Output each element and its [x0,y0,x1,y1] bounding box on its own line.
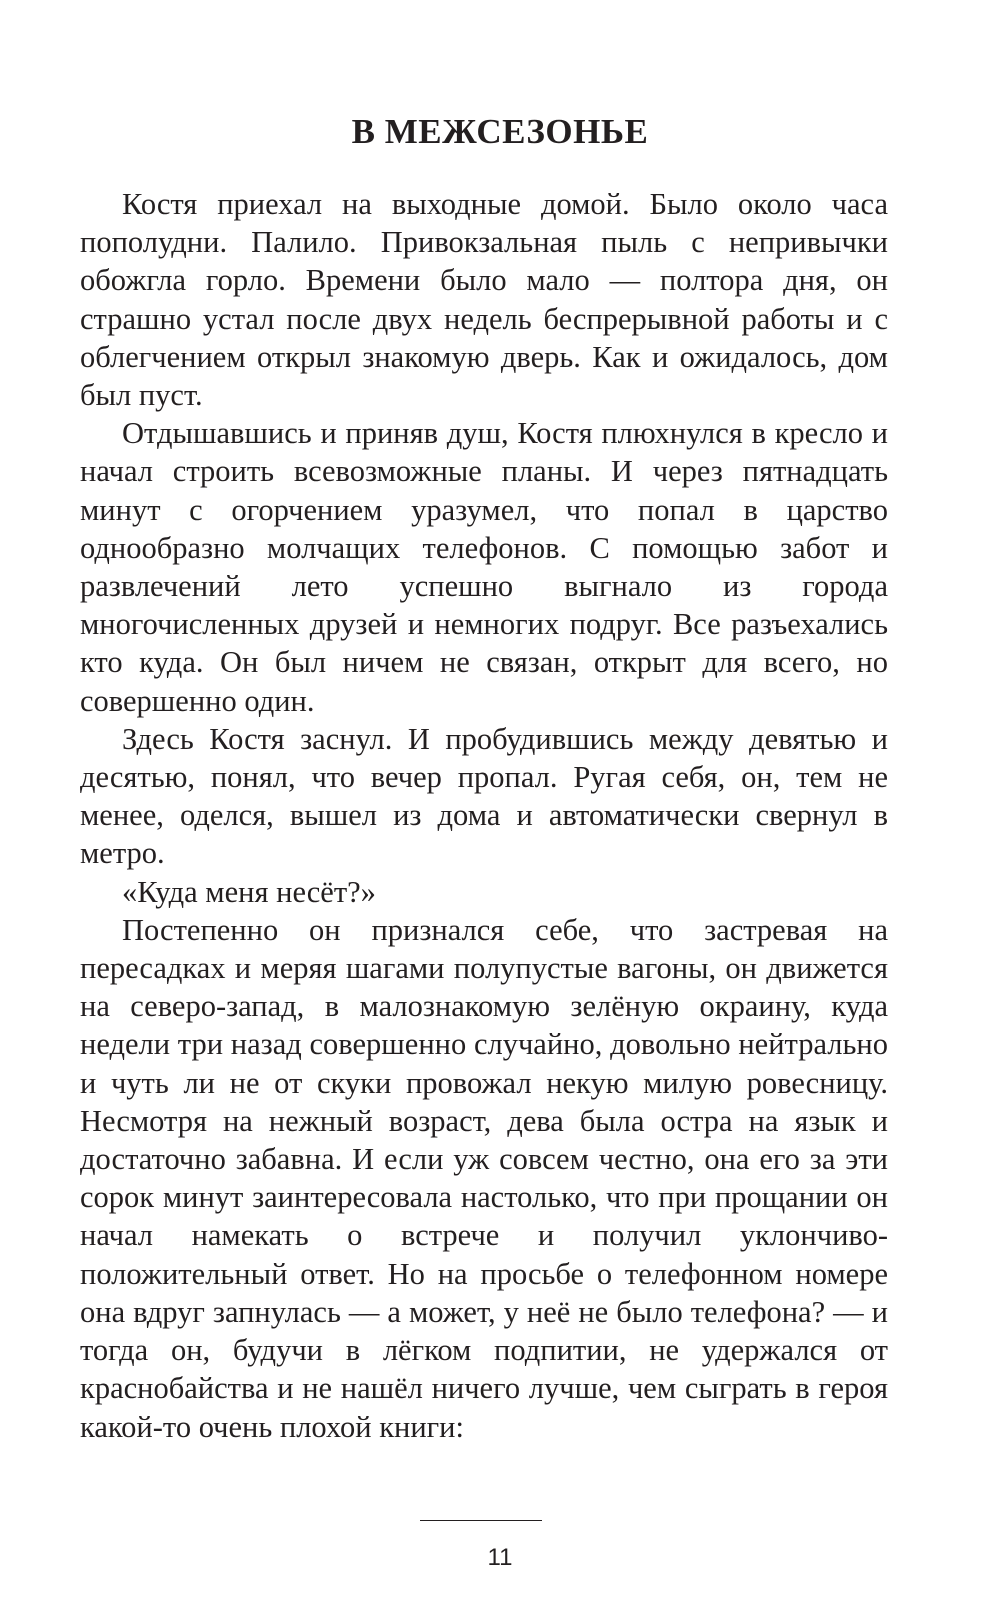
paragraph: Здесь Костя заснул. И пробудившись между девятью и десятью, понял, что вечер пропал. Ругая себя, он, тем не менее, оделся, вышел из дома и автоматически свернул в метро. [80,721,888,871]
footer-rule [420,1520,542,1521]
chapter-title: В МЕЖСЕЗОНЬЕ [351,112,649,151]
paragraph: Отдышавшись и приняв душ, Костя плюхнулся в кресло и начал строить всевозможные планы. И через пятнадцать минут с огорчением уразумел, что попал в царство однообразно молчащих телефонов. С помощью забот и развлечений лето успешно выгнало из города многочисленных друзей и немногих подруг. Все разъехались кто куда. Он был ничем не связан, открыт для всего, но совершенно один. [80,416,888,718]
paragraph: Костя приехал на выходные домой. Было около часа пополудни. Палило. Привокзальная пыль с непривычки обожгла горло. Времени было мало — полтора дня, он страшно устал после двух недель беспрерывной работы и с облегчением открыл знакомую дверь. Как и ожидалось, дом был пуст. [80,187,888,413]
chapter-body [80,185,888,1446]
paragraph: Постепенно он признался себе, что застревая на пересадках и меряя шагами полупустые вагоны, он движется на северо-запад, в малознакомую зелёную окраину, куда недели три назад совершенно случайно, довольно нейтрально и чуть ли не от скуки провожал некую милую ровесницу. Несмотря на нежный возраст, дева была остра на язык и достаточно забавна. И если уж совсем честно, она его за эти сорок минут заинтересовала настолько, что при прощании он начал намекать о встрече и получил уклончиво-положительный ответ. Но на просьбе о телефонном номере она вдруг запнулась — а может, у неё не было телефона? — и тогда он, будучи в лёгком подпитии, не удержался от краснобайства и не нашёл ничего лучше, чем сыграть в героя какой-то очень плохой книги: [80,912,888,1444]
paragraph: «Куда меня несёт?» [122,874,376,909]
page-number: 11 [487,1544,513,1571]
